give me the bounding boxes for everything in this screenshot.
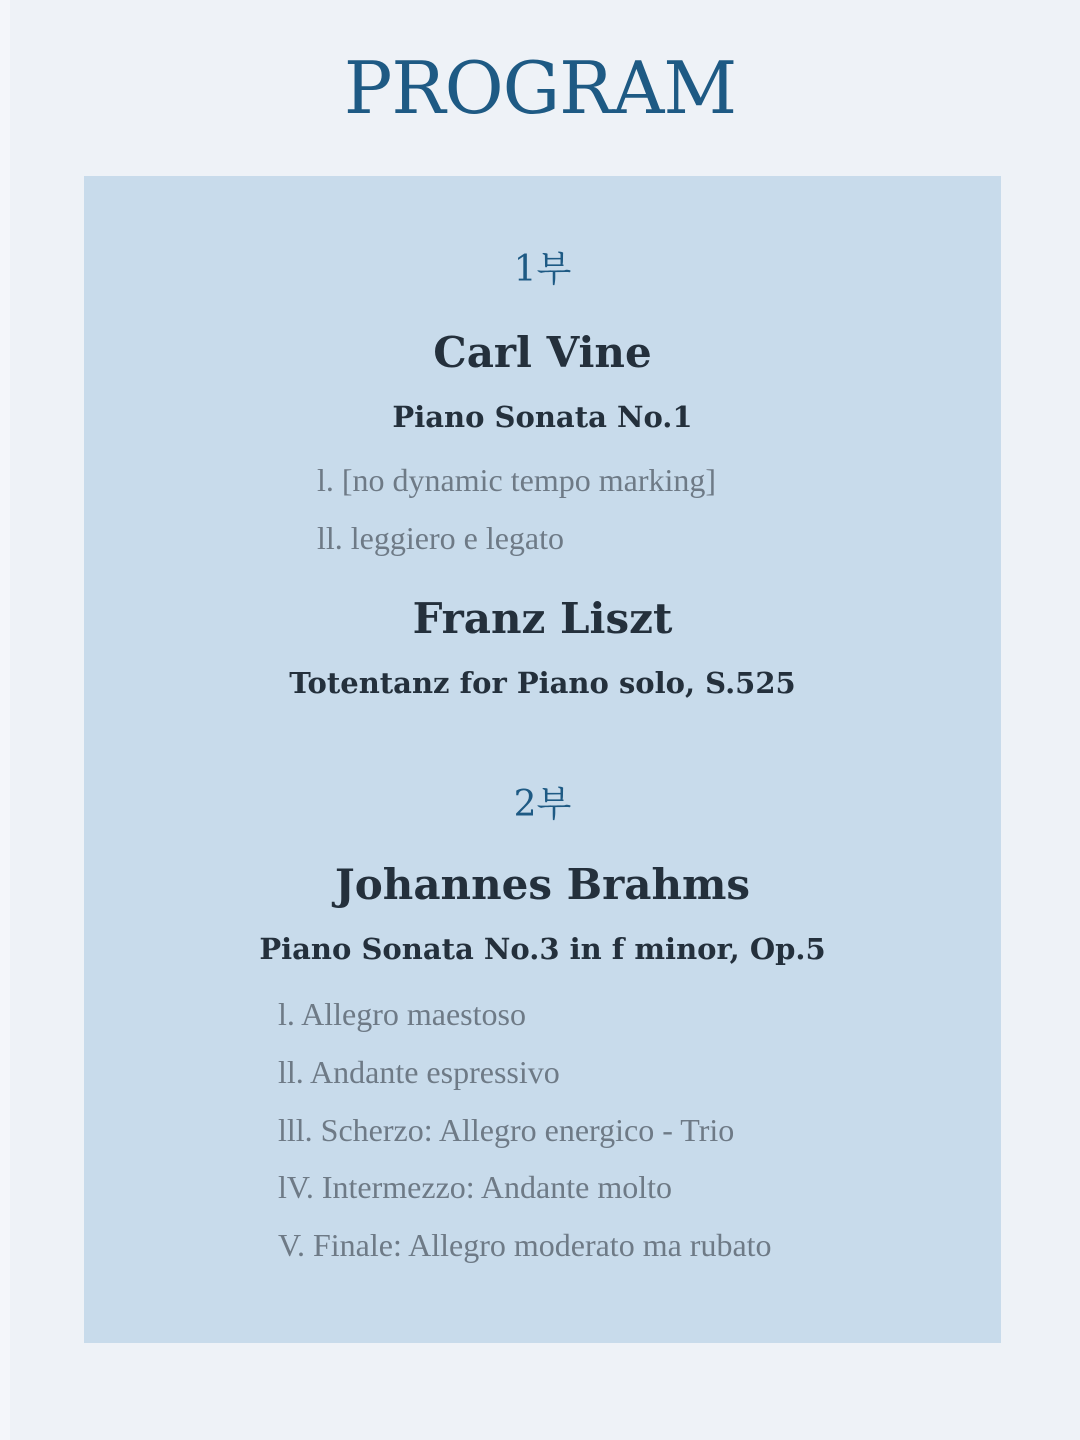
movement-item: l. Allegro maestoso xyxy=(278,996,526,1032)
work-piano-sonata-no3: Piano Sonata No.3 in f minor, Op.5 xyxy=(259,932,826,966)
movement-item: l. [no dynamic tempo marking] xyxy=(317,462,717,498)
composer-franz-liszt: Franz Liszt xyxy=(412,594,673,643)
page-title: PROGRAM xyxy=(343,46,737,130)
composer-carl-vine: Carl Vine xyxy=(433,328,652,377)
work-totentanz: Totentanz for Piano solo, S.525 xyxy=(289,666,796,700)
program-panel xyxy=(84,176,1001,1343)
movement-item: V. Finale: Allegro moderato ma rubato xyxy=(278,1227,772,1263)
page-edge xyxy=(0,0,10,1440)
movement-item: ll. leggiero e legato xyxy=(317,520,565,556)
work-piano-sonata-no1: Piano Sonata No.1 xyxy=(392,400,693,434)
part-1-label: 1부 xyxy=(513,249,572,290)
movement-item: lV. Intermezzo: Andante molto xyxy=(278,1169,672,1205)
composer-johannes-brahms: Johannes Brahms xyxy=(334,860,751,909)
movement-item: ll. Andante espressivo xyxy=(278,1054,560,1090)
part-2-label: 2부 xyxy=(513,784,572,825)
movement-item: lll. Scherzo: Allegro energico - Trio xyxy=(278,1112,735,1148)
